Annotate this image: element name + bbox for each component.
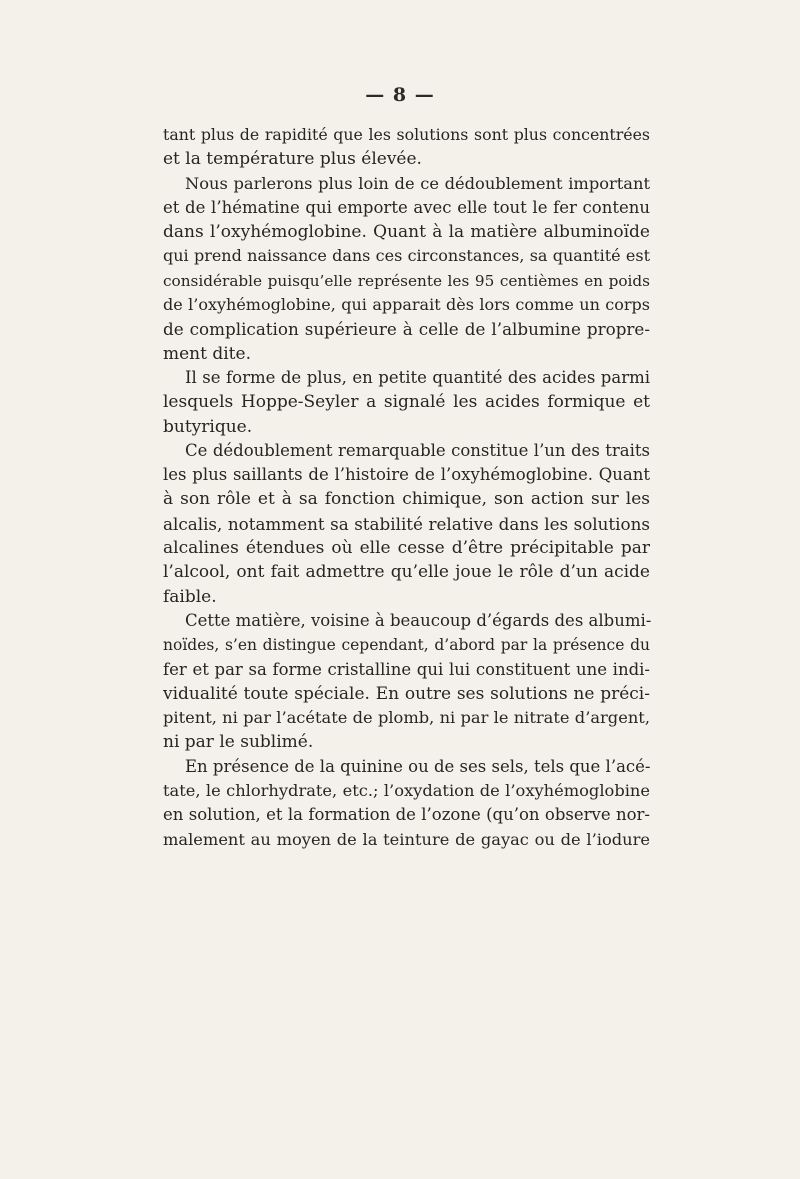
text-line: alcalis, notamment sa stabilité relative dans les solutions bbox=[163, 513, 650, 534]
text-line: qui prend naissance dans ces circonstances, sa quantité est bbox=[163, 246, 650, 266]
text-line: Ce dédoublement remarquable constitue l’un des traits bbox=[185, 440, 650, 460]
text-line: et de l’hématine qui emporte avec elle tout le fer contenu bbox=[163, 197, 650, 217]
text-line: considérable puisqu’elle représente les 95 centièmes en poids bbox=[163, 271, 650, 290]
body-text bbox=[163, 123, 650, 852]
text-line: de complication supérieure à celle de l’albumine propre- bbox=[163, 319, 650, 340]
text-line: dans l’oxyhémoglobine. Quant à la matière albuminoïde bbox=[163, 222, 650, 243]
text-line: Cette matière, voisine à beaucoup d’égards des albumi- bbox=[185, 610, 652, 630]
text-line: ment dite. bbox=[163, 343, 251, 364]
text-line: En présence de la quinine ou de ses sels, tels que l’acé- bbox=[185, 756, 651, 776]
text-line: les plus saillants de l’histoire de l’oxyhémoglobine. Quant bbox=[163, 465, 650, 485]
text-line: lesquels Hoppe-Seyler a signalé les acides formique et bbox=[163, 392, 650, 413]
text-line: de l’oxyhémoglobine, qui apparait dès lors comme un corps bbox=[163, 295, 650, 315]
text-line: faible. bbox=[163, 586, 217, 607]
text-line: alcalines étendues où elle cesse d’être précipitable par bbox=[163, 538, 650, 559]
text-line: pitent, ni par l’acétate de plomb, ni par le nitrate d’argent, bbox=[163, 708, 650, 728]
text-line: vidualité toute spéciale. En outre ses solutions ne préci- bbox=[163, 683, 650, 704]
text-line: noïdes, s’en distingue cependant, d’abord par la présence du bbox=[163, 636, 650, 655]
text-line: butyrique. bbox=[163, 416, 253, 437]
text-line: l’alcool, ont fait admettre qu’elle joue le rôle d’un acide bbox=[163, 562, 650, 583]
page-number: — 8 — bbox=[365, 84, 435, 106]
text-line: Il se forme de plus, en petite quantité des acides parmi bbox=[185, 367, 650, 387]
text-line: tant plus de rapidité que les solutions sont plus concentrées bbox=[163, 125, 650, 144]
text-line: à son rôle et à sa fonction chimique, son action sur les bbox=[163, 489, 650, 510]
text-line: malement au moyen de la teinture de gayac ou de l’iodure bbox=[163, 829, 650, 849]
text-line: en solution, et la formation de l’ozone (qu’on observe nor- bbox=[163, 805, 650, 825]
text-line: ni par le sublimé. bbox=[163, 732, 314, 753]
text-line: Nous parlerons plus loin de ce dédoublement important bbox=[185, 173, 650, 193]
text-line: tate, le chlorhydrate, etc.; l’oxydation de l’oxyhémoglobine bbox=[163, 781, 650, 801]
text-line: fer et par sa forme cristalline qui lui constituent une indi- bbox=[163, 659, 650, 679]
text-line: et la température plus élevée. bbox=[163, 149, 422, 170]
